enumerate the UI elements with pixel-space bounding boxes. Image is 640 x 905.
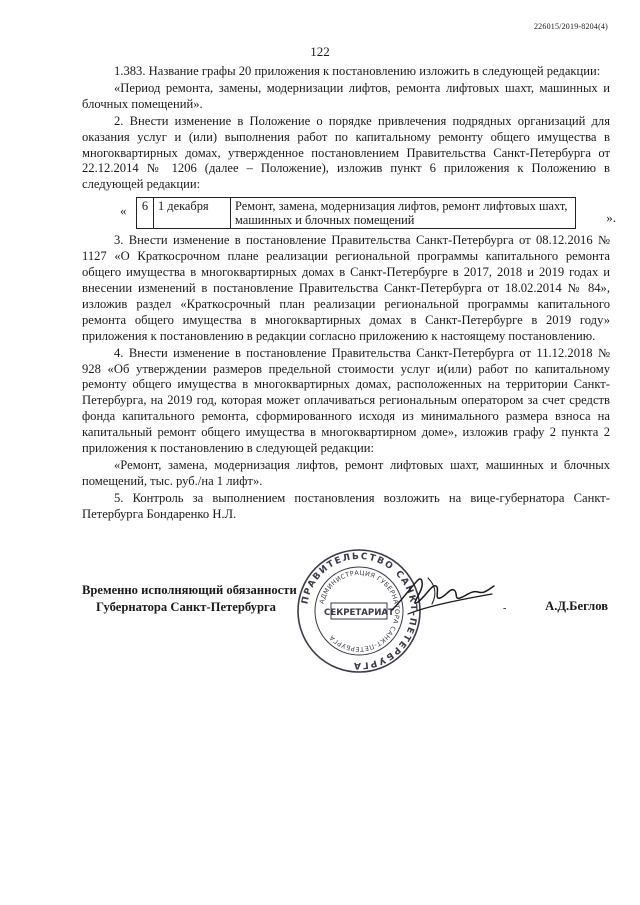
signatory-position-line2: Губернатора Санкт-Петербурга	[96, 600, 276, 614]
paragraph-5: 5. Контроль за выполнением постановления возложить на вице-губернатора Санкт-Петербурга Бондаренко Н.Л.	[82, 490, 610, 521]
inserted-table	[136, 197, 576, 229]
table-quote-close: ».	[606, 210, 616, 226]
signatory-position-line1: Временно исполняющий обязанности	[82, 583, 297, 597]
paragraph-4: 4. Внести изменение в постановление Правительства Санкт-Петербурга от 11.12.2018 № 928 «Об утверждении размеров предельной стоимости услуг и(или) работ по капитальному ремонту общего имущества в многоквартирных домах, расположенных на территории Санкт-Петербурга, на 2019 год, которая может оплачиваться региональным оператором за счет средств фонда капитального ремонта, сформированного исходя из минимального размера взноса на капитальный ремонт общего имущества в многоквартирном доме», изложив графу 2 пункта 2 приложения к постановлению в следующей редакции:	[82, 345, 610, 456]
table-cell-description: Ремонт, замена, модернизация лифтов, ремонт лифтовых шахт, машинных и блочных помещений	[231, 198, 576, 229]
signature-dash: -	[503, 603, 507, 614]
document-number: 226015/2019-8204(4)	[533, 22, 608, 31]
paragraph-3: 3. Внести изменение в постановление Правительства Санкт-Петербурга от 08.12.2016 № 1127 «О Краткосрочном плане реализации региональной программы капитального ремонта общего имущества в многоквартирных домах в Санкт-Петербурге в 2017, 2018 и 2019 годах и внесении изменений в постановление Правительства Санкт-Петербурга от 18.02.2014 № 84», изложив раздел «Краткосрочный план реализации региональной программы капитального ремонта общего имущества в многоквартирных домах в Санкт-Петербурге в 2019 году» приложения к постановлению в редакции согласно приложению к настоящему постановлению.	[82, 233, 610, 343]
signer-name: А.Д.Беглов	[545, 599, 608, 613]
svg-text:ПРАВИТЕЛЬСТВО САНКТ-ПЕТЕРБУРГА: ПРАВИТЕЛЬСТВО САНКТ-ПЕТЕРБУРГА	[300, 551, 419, 671]
document-body	[82, 64, 616, 523]
paragraph-1-383: 1.383. Название графы 20 приложения к постановлению изложить в следующей редакции:	[114, 64, 601, 78]
table-quote-open: «	[120, 203, 127, 219]
page-number: 122	[310, 44, 330, 59]
paragraph-1-383-quote: «Период ремонта, замены, модернизации лифтов, ремонта лифтовых шахт, машинных и блочных помещений».	[82, 80, 610, 111]
table-cell-number: 6	[137, 198, 154, 229]
svg-text:АДМИНИСТРАЦИЯ ГУБЕРНАТОРА САНК: АДМИНИСТРАЦИЯ ГУБЕРНАТОРА САНКТ-ПЕТЕРБУРГА	[317, 568, 402, 654]
handwritten-signature-icon	[388, 570, 498, 622]
table-row	[137, 198, 576, 229]
svg-text:СЕКРЕТАРИАТ: СЕКРЕТАРИАТ	[324, 608, 394, 618]
table-cell-date: 1 декабря	[154, 198, 231, 229]
inserted-table-block	[82, 197, 616, 228]
paragraph-2: 2. Внести изменение в Положение о порядке привлечения подрядных организаций для оказания услуг и (или) выполнения работ по капитальному ремонту общего имущества в многоквартирных домах, утвержденное постановлением Правительства Санкт-Петербурга от 22.12.2014 № 1206 (далее – Положение), изложив пункт 6 приложения к Положению в следующей редакции:	[82, 113, 610, 192]
paragraph-4-quote: «Ремонт, замена, модернизация лифтов, ремонт лифтовых шахт, машинных и блочных помещений, тыс. руб./на 1 лифт».	[82, 457, 610, 488]
